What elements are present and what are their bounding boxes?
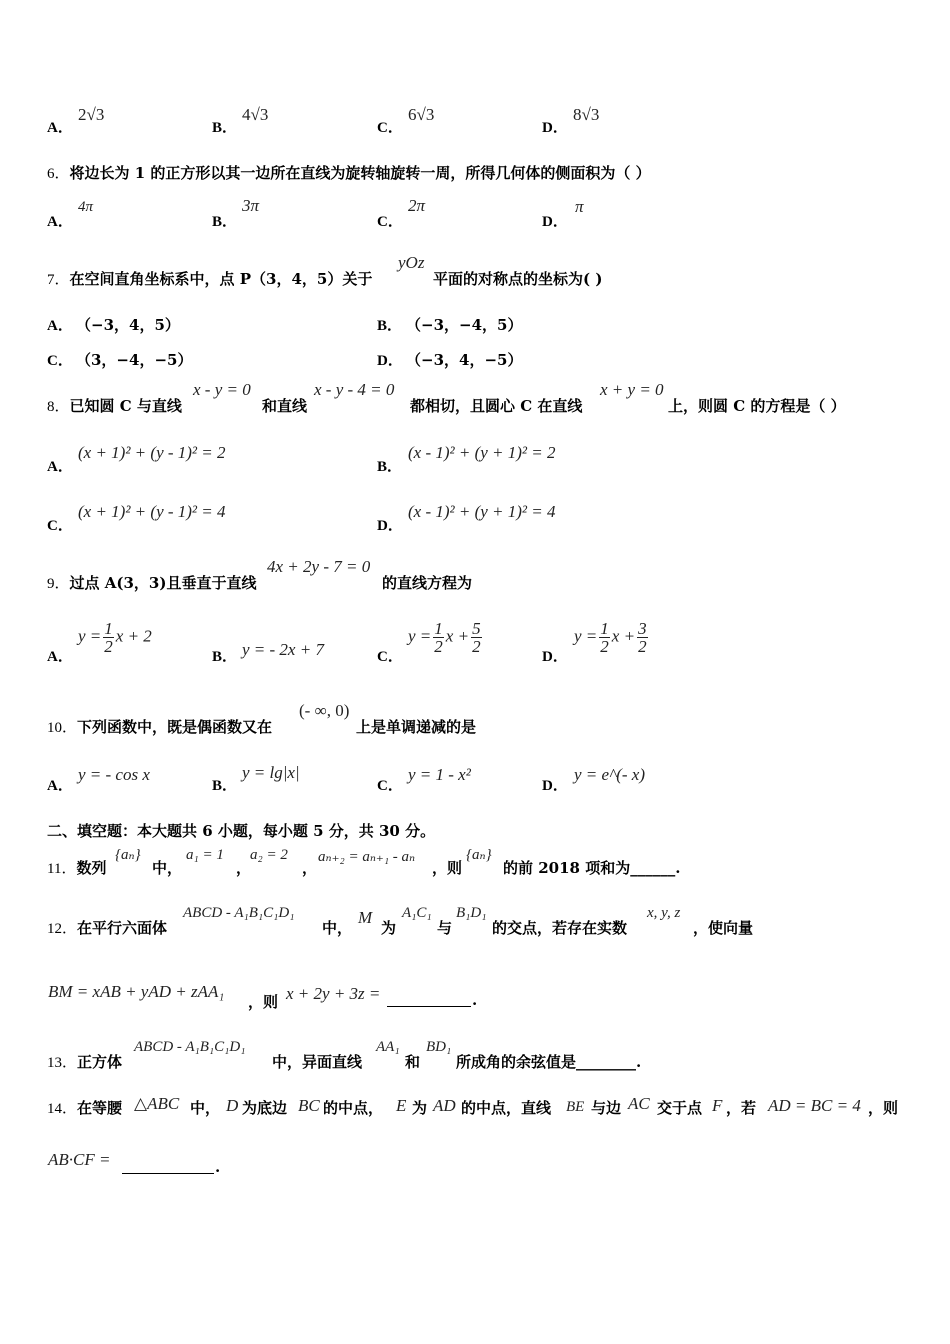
q7-option-b-label: B． [377, 318, 403, 334]
q10-text-1: 下列函数中，既是偶函数又在 [77, 718, 273, 736]
frac-half: $\frac{1}{2}$ [434, 619, 443, 656]
q5-option-d-label: D． [542, 120, 568, 136]
q10-interval: (- ∞, 0) [299, 701, 350, 720]
q8-option-a-value: (x + 1)² + (y - 1)² = 2 [78, 443, 226, 462]
q8-text-4: 上，则圆 C 的方程是（ ） [668, 397, 846, 415]
q8-option-d-label: D． [377, 518, 403, 534]
q7-option-c-value: （3，−4，−5） [76, 351, 193, 369]
q10-number: 10． [47, 720, 78, 736]
q11-a1: a₁ = 1 [186, 847, 224, 863]
q11-comma-1: ， [236, 859, 252, 877]
question-11 [47, 857, 106, 878]
q6-option-a-label: A． [47, 214, 73, 230]
question-12 [47, 917, 167, 938]
q12-text-2: 中， [322, 919, 353, 937]
q5-option-b-value: 4√3 [242, 105, 269, 124]
q12-text-3: 为 [381, 919, 397, 937]
q14-text-4: 的中点， [323, 1099, 384, 1117]
q9-option-b-value: y = - 2x + 7 [242, 640, 324, 659]
q13-text-2: 中，异面直线 [272, 1053, 363, 1071]
q11-comma-2: ， [302, 859, 318, 877]
q11-sequence: {aₙ} [115, 847, 141, 863]
q7-option-a-value: （−3，4，5） [76, 316, 180, 334]
q9-option-c-label: C． [377, 649, 403, 665]
q6-option-c-value: 2π [408, 196, 426, 215]
q11-text-4: 的前 2018 项和为______. [503, 859, 681, 877]
q12-expression: x + 2y + 3z = [286, 984, 381, 1003]
question-9 [47, 572, 256, 593]
q12-ac: A₁C₁ [402, 905, 432, 921]
q7-option-d-value: （−3，4，−5） [406, 351, 523, 369]
q7-option-c-label: C． [47, 353, 73, 369]
q10-option-a-label: A． [47, 778, 73, 794]
q8-line-2: x - y - 4 = 0 [314, 380, 395, 399]
q11-a2: a₂ = 2 [250, 847, 288, 863]
q11-number: 11． [47, 861, 77, 877]
q12-vector-equation: BM = xAB + yAD + zAA₁ [48, 982, 225, 1001]
q12-text-8: . [472, 991, 478, 1009]
q14-number: 14． [47, 1101, 78, 1117]
q13-text-1: 正方体 [77, 1053, 123, 1071]
q14-be: BE [566, 1099, 585, 1115]
q12-xyz: x, y, z [647, 905, 681, 921]
q12-text-1: 在平行六面体 [77, 919, 168, 937]
q10-option-d-label: D． [542, 778, 568, 794]
q14-ad: AD [433, 1096, 456, 1115]
q8-text-3: 都相切，且圆心 C 在直线 [410, 397, 583, 415]
q7-option-b-value: （−3，−4，5） [406, 316, 523, 334]
q14-text-3: 为底边 [242, 1099, 288, 1117]
q9-number: 9． [47, 576, 70, 592]
q8-number: 8． [47, 399, 70, 415]
q8-option-b-label: B． [377, 459, 403, 475]
q6-text: 将边长为 1 的正方形以其一边所在直线为旋转轴旋转一周，所得几何体的侧面积为（ ） [69, 164, 651, 182]
question-6 [47, 162, 651, 183]
q8-option-c-value: (x + 1)² + (y - 1)² = 4 [78, 502, 226, 521]
q8-option-c-label: C． [47, 518, 73, 534]
q10-option-c-value: y = 1 - x² [408, 765, 471, 784]
q6-option-d-value: π [575, 197, 584, 216]
q8-text-1: 已知圆 C 与直线 [69, 397, 182, 415]
frac-five-halves: $\frac{5}{2}$ [472, 619, 481, 656]
q7-number: 7． [47, 272, 70, 288]
q10-option-b-value: y = lg|x| [242, 763, 300, 782]
q6-option-c-label: C． [377, 214, 403, 230]
q14-text-10: ，则 [868, 1099, 899, 1117]
q8-text-2: 和直线 [262, 397, 308, 415]
q14-text-5: 为 [412, 1099, 428, 1117]
question-13 [47, 1051, 122, 1072]
q9-option-c-math: y = $\frac{1}{2}$ x + $\frac{5}{2}$ [408, 619, 481, 656]
q14-e: E [396, 1096, 407, 1115]
q10-option-d-value: y = e^(- x) [574, 765, 646, 784]
q14-text-8: 交于点 [657, 1099, 703, 1117]
q6-option-d-label: D． [542, 214, 568, 230]
q6-option-b-value: 3π [242, 196, 260, 215]
q12-text-5: 的交点，若存在实数 [492, 919, 628, 937]
q13-text-3: 和 [405, 1053, 421, 1071]
q8-line-1: x - y = 0 [193, 380, 251, 399]
q12-point-m: M [358, 908, 373, 927]
q13-bd: BD₁ [426, 1039, 452, 1055]
frac-three-halves: $\frac{3}{2}$ [638, 619, 647, 656]
q8-option-a-label: A． [47, 459, 73, 475]
q14-text-6: 的中点，直线 [461, 1099, 552, 1117]
q14-text-7: 与边 [591, 1099, 622, 1117]
q11-text-3: ，则 [432, 859, 463, 877]
section-2-heading: 二、填空题：本大题共 6 小题，每小题 5 分，共 30 分。 [47, 822, 436, 840]
q12-text-7: ，则 [248, 993, 279, 1011]
q8-option-b-value: (x - 1)² + (y + 1)² = 2 [408, 443, 556, 462]
question-10 [47, 716, 272, 737]
q11-sequence-2: {aₙ} [466, 847, 492, 863]
q14-ac: AC [628, 1094, 650, 1113]
question-14 [47, 1097, 122, 1118]
frac-half: $\frac{1}{2}$ [104, 619, 113, 656]
q13-number: 13． [47, 1055, 78, 1071]
q5-option-b-label: B． [212, 120, 238, 136]
q5-option-c-label: C． [377, 120, 403, 136]
q11-text-2: 中， [152, 859, 183, 877]
q9-option-b-label: B． [212, 649, 238, 665]
q8-line-3: x + y = 0 [600, 380, 664, 399]
q9-text-2: 的直线方程为 [382, 574, 473, 592]
q13-text-4: 所成角的余弦值是________. [456, 1053, 642, 1071]
q14-text-1: 在等腰 [77, 1099, 123, 1117]
q9-option-d-label: D． [542, 649, 568, 665]
q11-recurrence: aₙ₊₂ = aₙ₊₁ - aₙ [318, 849, 416, 865]
q14-expression: AB·CF = [48, 1150, 111, 1169]
q12-text-4: 与 [437, 919, 453, 937]
q14-bc: BC [298, 1096, 320, 1115]
q9-line: 4x + 2y - 7 = 0 [267, 557, 371, 576]
q5-option-a-value: 2√3 [78, 105, 105, 124]
q14-answer-blank [122, 1159, 214, 1174]
question-7 [47, 268, 372, 289]
q5-option-a-label: A． [47, 120, 73, 136]
q7-plane: yOz [398, 253, 425, 272]
q6-option-b-label: B． [212, 214, 238, 230]
q12-bd: B₁D₁ [456, 905, 487, 921]
q5-option-c-value: 6√3 [408, 105, 435, 124]
q12-solid: ABCD - A₁B₁C₁D₁ [183, 905, 295, 921]
question-8 [47, 395, 182, 416]
q9-option-a-math: y = $\frac{1}{2}$ x + 2 [78, 619, 152, 656]
q9-text-1: 过点 A(3，3)且垂直于直线 [69, 574, 257, 592]
q14-d: D [226, 1096, 239, 1115]
q13-aa: AA₁ [376, 1039, 400, 1055]
q14-f: F [712, 1096, 723, 1115]
q7-text-before: 在空间直角坐标系中，点 P（3，4，5）关于 [69, 270, 373, 288]
q6-number: 6． [47, 166, 70, 182]
q6-option-a-value: 4π [78, 199, 94, 215]
q7-text-after: 平面的对称点的坐标为( ) [433, 270, 603, 288]
q14-triangle: △ABC [134, 1094, 180, 1113]
q14-condition: AD = BC = 4 [768, 1096, 861, 1115]
q14-text-11: . [215, 1158, 221, 1176]
q7-option-d-label: D． [377, 353, 403, 369]
q9-option-a-label: A． [47, 649, 73, 665]
q13-solid: ABCD - A₁B₁C₁D₁ [134, 1039, 246, 1055]
q10-text-2: 上是单调递减的是 [356, 718, 477, 736]
q10-option-c-label: C． [377, 778, 403, 794]
q12-number: 12． [47, 921, 78, 937]
q12-answer-blank [387, 992, 471, 1007]
q7-option-a-label: A． [47, 318, 73, 334]
q12-text-6: ，使向量 [693, 919, 754, 937]
q14-text-9: ，若 [726, 1099, 757, 1117]
q14-text-2: 中， [190, 1099, 221, 1117]
q9-option-d-math: y = $\frac{1}{2}$ x + $\frac{3}{2}$ [574, 619, 647, 656]
q10-option-a-value: y = - cos x [78, 765, 150, 784]
q10-option-b-label: B． [212, 778, 238, 794]
frac-half: $\frac{1}{2}$ [600, 619, 609, 656]
q11-text-1: 数列 [76, 859, 107, 877]
q8-option-d-value: (x - 1)² + (y + 1)² = 4 [408, 502, 556, 521]
q5-option-d-value: 8√3 [573, 105, 600, 124]
